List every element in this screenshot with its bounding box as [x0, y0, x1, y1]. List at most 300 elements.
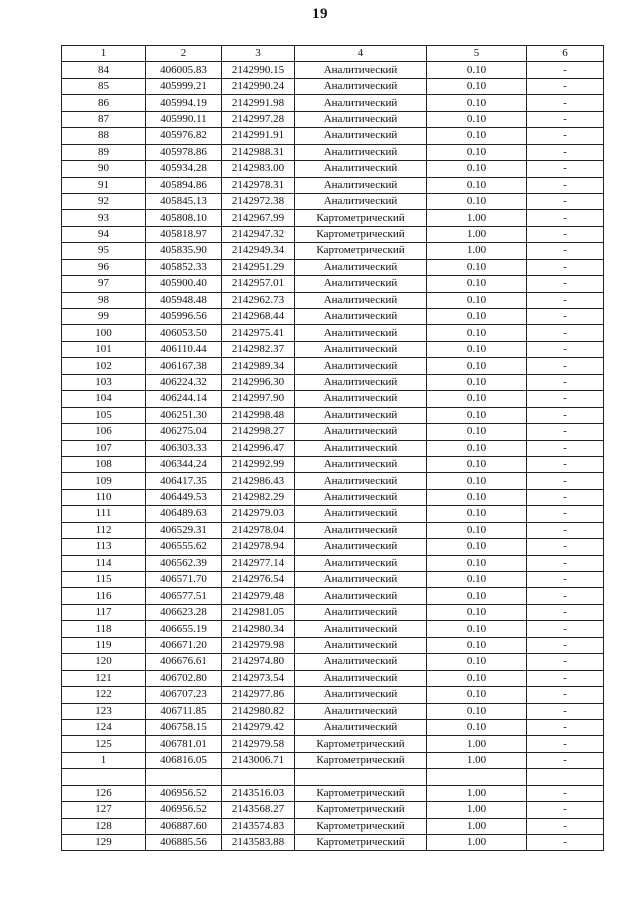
- cell-method: Аналитический: [295, 407, 427, 423]
- table-row: [62, 226, 604, 242]
- cell-x: 406711.85: [146, 703, 222, 719]
- cell-x: 406887.60: [146, 818, 222, 834]
- cell-method: Аналитический: [295, 259, 427, 275]
- cell-x: 406529.31: [146, 522, 222, 538]
- cell-y: 2142957.01: [222, 276, 295, 292]
- table-row: [62, 161, 604, 177]
- cell-y: 2142982.29: [222, 489, 295, 505]
- cell-point-number: 118: [62, 621, 146, 637]
- cell-accuracy: 0.10: [427, 292, 527, 308]
- cell-accuracy: [427, 769, 527, 785]
- cell-method: Аналитический: [295, 62, 427, 78]
- cell-accuracy: 0.10: [427, 440, 527, 456]
- cell-x: 406885.56: [146, 835, 222, 851]
- header-cell-accuracy: 5: [427, 46, 527, 62]
- cell-x: 406781.01: [146, 736, 222, 752]
- cell-method: Аналитический: [295, 604, 427, 620]
- table-row: [62, 769, 604, 785]
- cell-method: Картометрический: [295, 818, 427, 834]
- table-row: [62, 752, 604, 768]
- cell-description: -: [527, 407, 604, 423]
- cell-x: 406671.20: [146, 637, 222, 653]
- cell-point-number: 105: [62, 407, 146, 423]
- cell-point-number: 112: [62, 522, 146, 538]
- cell-description: -: [527, 193, 604, 209]
- cell-point-number: 124: [62, 719, 146, 735]
- cell-method: Аналитический: [295, 78, 427, 94]
- cell-accuracy: 0.10: [427, 687, 527, 703]
- cell-y: 2142980.34: [222, 621, 295, 637]
- cell-point-number: 119: [62, 637, 146, 653]
- table-row: [62, 604, 604, 620]
- cell-description: -: [527, 621, 604, 637]
- cell-method: Картометрический: [295, 785, 427, 801]
- table-row: [62, 506, 604, 522]
- cell-accuracy: 0.10: [427, 506, 527, 522]
- cell-point-number: [62, 769, 146, 785]
- cell-y: 2142947.32: [222, 226, 295, 242]
- cell-accuracy: 0.10: [427, 259, 527, 275]
- cell-description: -: [527, 128, 604, 144]
- cell-description: -: [527, 424, 604, 440]
- cell-method: Аналитический: [295, 391, 427, 407]
- cell-method: Аналитический: [295, 555, 427, 571]
- table-row: [62, 637, 604, 653]
- cell-accuracy: 1.00: [427, 210, 527, 226]
- cell-method: Аналитический: [295, 374, 427, 390]
- cell-method: Аналитический: [295, 161, 427, 177]
- cell-y: 2142980.82: [222, 703, 295, 719]
- table-row: [62, 243, 604, 259]
- header-row: [62, 46, 604, 62]
- table-row: [62, 539, 604, 555]
- table-row: [62, 670, 604, 686]
- cell-description: -: [527, 210, 604, 226]
- cell-point-number: 101: [62, 341, 146, 357]
- cell-y: 2142977.14: [222, 555, 295, 571]
- table-row: [62, 802, 604, 818]
- cell-x: 406489.63: [146, 506, 222, 522]
- cell-y: 2142978.94: [222, 539, 295, 555]
- cell-y: 2142967.99: [222, 210, 295, 226]
- cell-y: 2142986.43: [222, 473, 295, 489]
- cell-y: 2142997.28: [222, 111, 295, 127]
- cell-accuracy: 1.00: [427, 243, 527, 259]
- cell-y: 2142979.58: [222, 736, 295, 752]
- cell-description: -: [527, 95, 604, 111]
- cell-x: 405994.19: [146, 95, 222, 111]
- cell-point-number: 111: [62, 506, 146, 522]
- cell-y: 2142979.42: [222, 719, 295, 735]
- cell-x: 406244.14: [146, 391, 222, 407]
- cell-x: 406053.50: [146, 325, 222, 341]
- cell-description: -: [527, 539, 604, 555]
- cell-description: -: [527, 358, 604, 374]
- cell-description: -: [527, 654, 604, 670]
- cell-x: 406702.80: [146, 670, 222, 686]
- cell-x: 406275.04: [146, 424, 222, 440]
- cell-x: 406555.62: [146, 539, 222, 555]
- cell-description: -: [527, 637, 604, 653]
- cell-point-number: 86: [62, 95, 146, 111]
- cell-x: 406571.70: [146, 572, 222, 588]
- cell-method: Аналитический: [295, 539, 427, 555]
- cell-point-number: 98: [62, 292, 146, 308]
- cell-x: 406758.15: [146, 719, 222, 735]
- cell-method: Картометрический: [295, 835, 427, 851]
- cell-description: -: [527, 243, 604, 259]
- cell-description: -: [527, 736, 604, 752]
- cell-accuracy: 1.00: [427, 226, 527, 242]
- cell-description: -: [527, 818, 604, 834]
- table-row: [62, 341, 604, 357]
- cell-x: 406816.05: [146, 752, 222, 768]
- cell-y: 2142975.41: [222, 325, 295, 341]
- cell-method: Аналитический: [295, 177, 427, 193]
- cell-method: Аналитический: [295, 621, 427, 637]
- table-row: [62, 555, 604, 571]
- cell-accuracy: 0.10: [427, 95, 527, 111]
- cell-x: 406562.39: [146, 555, 222, 571]
- table-row: [62, 719, 604, 735]
- header-cell-method: 4: [295, 46, 427, 62]
- cell-point-number: 107: [62, 440, 146, 456]
- cell-x: 405818.97: [146, 226, 222, 242]
- cell-accuracy: 0.10: [427, 489, 527, 505]
- cell-y: 2142997.90: [222, 391, 295, 407]
- cell-accuracy: 0.10: [427, 604, 527, 620]
- table-row: [62, 391, 604, 407]
- cell-accuracy: 0.10: [427, 703, 527, 719]
- cell-method: Картометрический: [295, 243, 427, 259]
- cell-y: 2142988.31: [222, 144, 295, 160]
- cell-accuracy: 1.00: [427, 818, 527, 834]
- cell-x: 405835.90: [146, 243, 222, 259]
- cell-point-number: 120: [62, 654, 146, 670]
- cell-description: -: [527, 177, 604, 193]
- table-row: [62, 62, 604, 78]
- cell-x: 406655.19: [146, 621, 222, 637]
- cell-accuracy: 0.10: [427, 654, 527, 670]
- cell-y: [222, 769, 295, 785]
- cell-accuracy: 0.10: [427, 572, 527, 588]
- cell-description: -: [527, 752, 604, 768]
- cell-accuracy: 0.10: [427, 62, 527, 78]
- cell-x: 405976.82: [146, 128, 222, 144]
- table-row: [62, 128, 604, 144]
- table-row: [62, 259, 604, 275]
- cell-accuracy: 0.10: [427, 193, 527, 209]
- cell-method: Аналитический: [295, 358, 427, 374]
- cell-accuracy: 0.10: [427, 588, 527, 604]
- cell-x: 405808.10: [146, 210, 222, 226]
- cell-description: -: [527, 719, 604, 735]
- cell-y: 2142962.73: [222, 292, 295, 308]
- cell-y: 2142949.34: [222, 243, 295, 259]
- cell-method: Аналитический: [295, 309, 427, 325]
- cell-description: -: [527, 572, 604, 588]
- table-row: [62, 292, 604, 308]
- cell-accuracy: 0.10: [427, 325, 527, 341]
- cell-description: -: [527, 111, 604, 127]
- cell-x: 406417.35: [146, 473, 222, 489]
- cell-x: [146, 769, 222, 785]
- cell-y: 2142979.03: [222, 506, 295, 522]
- cell-y: 2142996.47: [222, 440, 295, 456]
- cell-x: 406303.33: [146, 440, 222, 456]
- cell-accuracy: 0.10: [427, 341, 527, 357]
- table-row: [62, 654, 604, 670]
- cell-point-number: 117: [62, 604, 146, 620]
- cell-y: 2142990.24: [222, 78, 295, 94]
- cell-y: 2143574.83: [222, 818, 295, 834]
- cell-description: -: [527, 785, 604, 801]
- cell-point-number: 103: [62, 374, 146, 390]
- cell-y: 2142998.27: [222, 424, 295, 440]
- cell-description: -: [527, 309, 604, 325]
- cell-y: 2142972.38: [222, 193, 295, 209]
- cell-x: 406577.51: [146, 588, 222, 604]
- cell-point-number: 97: [62, 276, 146, 292]
- cell-y: 2142982.37: [222, 341, 295, 357]
- cell-x: 406344.24: [146, 456, 222, 472]
- table-row: [62, 210, 604, 226]
- cell-x: 405900.40: [146, 276, 222, 292]
- cell-point-number: 126: [62, 785, 146, 801]
- table-row: [62, 489, 604, 505]
- cell-point-number: 90: [62, 161, 146, 177]
- table-row: [62, 309, 604, 325]
- cell-method: Аналитический: [295, 572, 427, 588]
- cell-description: -: [527, 440, 604, 456]
- cell-point-number: 104: [62, 391, 146, 407]
- cell-description: -: [527, 144, 604, 160]
- cell-description: -: [527, 341, 604, 357]
- cell-method: Картометрический: [295, 210, 427, 226]
- table-row: [62, 456, 604, 472]
- cell-y: 2142974.80: [222, 654, 295, 670]
- cell-y: 2142989.34: [222, 358, 295, 374]
- cell-y: 2142973.54: [222, 670, 295, 686]
- cell-method: Аналитический: [295, 325, 427, 341]
- cell-y: 2142991.91: [222, 128, 295, 144]
- cell-y: 2142990.15: [222, 62, 295, 78]
- cell-point-number: 94: [62, 226, 146, 242]
- cell-point-number: 100: [62, 325, 146, 341]
- cell-accuracy: 1.00: [427, 785, 527, 801]
- cell-description: -: [527, 161, 604, 177]
- cell-x: 406623.28: [146, 604, 222, 620]
- cell-method: Аналитический: [295, 588, 427, 604]
- cell-point-number: 109: [62, 473, 146, 489]
- cell-description: [527, 769, 604, 785]
- cell-x: 405852.33: [146, 259, 222, 275]
- cell-accuracy: 0.10: [427, 161, 527, 177]
- cell-description: -: [527, 325, 604, 341]
- cell-accuracy: 0.10: [427, 78, 527, 94]
- cell-description: -: [527, 391, 604, 407]
- cell-accuracy: 0.10: [427, 111, 527, 127]
- cell-description: -: [527, 835, 604, 851]
- cell-point-number: 129: [62, 835, 146, 851]
- cell-point-number: 92: [62, 193, 146, 209]
- cell-description: -: [527, 62, 604, 78]
- cell-x: 406956.52: [146, 802, 222, 818]
- table-header: [62, 46, 604, 62]
- cell-y: 2143568.27: [222, 802, 295, 818]
- table-row: [62, 703, 604, 719]
- table-row: [62, 687, 604, 703]
- cell-point-number: 87: [62, 111, 146, 127]
- table-row: [62, 835, 604, 851]
- coordinates-table: [61, 45, 604, 851]
- cell-method: Аналитический: [295, 473, 427, 489]
- cell-x: 406110.44: [146, 341, 222, 357]
- cell-point-number: 96: [62, 259, 146, 275]
- cell-y: 2142991.98: [222, 95, 295, 111]
- cell-method: Картометрический: [295, 752, 427, 768]
- table-body: [62, 62, 604, 851]
- cell-description: -: [527, 604, 604, 620]
- cell-description: -: [527, 78, 604, 94]
- cell-accuracy: 0.10: [427, 391, 527, 407]
- cell-point-number: 108: [62, 456, 146, 472]
- cell-method: Аналитический: [295, 292, 427, 308]
- cell-x: 405845.13: [146, 193, 222, 209]
- cell-point-number: 99: [62, 309, 146, 325]
- cell-method: Аналитический: [295, 522, 427, 538]
- cell-x: 405978.86: [146, 144, 222, 160]
- cell-accuracy: 1.00: [427, 835, 527, 851]
- table-row: [62, 588, 604, 604]
- cell-y: 2142992.99: [222, 456, 295, 472]
- cell-point-number: 95: [62, 243, 146, 259]
- cell-point-number: 84: [62, 62, 146, 78]
- cell-accuracy: 0.10: [427, 539, 527, 555]
- cell-description: -: [527, 473, 604, 489]
- cell-point-number: 127: [62, 802, 146, 818]
- cell-description: -: [527, 489, 604, 505]
- cell-y: 2142981.05: [222, 604, 295, 620]
- cell-method: Аналитический: [295, 144, 427, 160]
- table-row: [62, 358, 604, 374]
- cell-description: -: [527, 522, 604, 538]
- cell-method: Аналитический: [295, 440, 427, 456]
- cell-description: -: [527, 687, 604, 703]
- cell-description: -: [527, 276, 604, 292]
- cell-x: 406224.32: [146, 374, 222, 390]
- cell-point-number: 113: [62, 539, 146, 555]
- cell-method: Аналитический: [295, 111, 427, 127]
- cell-x: 405990.11: [146, 111, 222, 127]
- table-row: [62, 522, 604, 538]
- table-row: [62, 95, 604, 111]
- cell-x: 406676.61: [146, 654, 222, 670]
- cell-method: Аналитический: [295, 703, 427, 719]
- cell-description: -: [527, 703, 604, 719]
- cell-point-number: 122: [62, 687, 146, 703]
- cell-x: 405996.56: [146, 309, 222, 325]
- cell-description: -: [527, 802, 604, 818]
- cell-accuracy: 1.00: [427, 752, 527, 768]
- cell-y: 2143583.88: [222, 835, 295, 851]
- cell-accuracy: 0.10: [427, 719, 527, 735]
- cell-method: Аналитический: [295, 670, 427, 686]
- cell-accuracy: 0.10: [427, 144, 527, 160]
- cell-method: Аналитический: [295, 193, 427, 209]
- cell-x: 406251.30: [146, 407, 222, 423]
- cell-accuracy: 0.10: [427, 358, 527, 374]
- cell-accuracy: 0.10: [427, 177, 527, 193]
- cell-description: -: [527, 588, 604, 604]
- cell-point-number: 128: [62, 818, 146, 834]
- cell-y: 2143006.71: [222, 752, 295, 768]
- cell-description: -: [527, 292, 604, 308]
- cell-y: 2142998.48: [222, 407, 295, 423]
- cell-method: Аналитический: [295, 637, 427, 653]
- header-cell-y: 3: [222, 46, 295, 62]
- cell-point-number: 88: [62, 128, 146, 144]
- cell-method: Аналитический: [295, 654, 427, 670]
- cell-point-number: 89: [62, 144, 146, 160]
- cell-description: -: [527, 555, 604, 571]
- cell-method: Картометрический: [295, 802, 427, 818]
- cell-accuracy: 0.10: [427, 276, 527, 292]
- cell-accuracy: 0.10: [427, 555, 527, 571]
- cell-accuracy: 0.10: [427, 374, 527, 390]
- cell-y: 2142979.48: [222, 588, 295, 604]
- cell-method: Картометрический: [295, 736, 427, 752]
- cell-description: -: [527, 506, 604, 522]
- cell-point-number: 106: [62, 424, 146, 440]
- cell-method: Аналитический: [295, 128, 427, 144]
- cell-accuracy: 0.10: [427, 637, 527, 653]
- cell-y: 2142976.54: [222, 572, 295, 588]
- page-number: 19: [312, 6, 328, 22]
- cell-description: -: [527, 456, 604, 472]
- cell-point-number: 123: [62, 703, 146, 719]
- cell-point-number: 93: [62, 210, 146, 226]
- cell-accuracy: 0.10: [427, 522, 527, 538]
- cell-method: Картометрический: [295, 226, 427, 242]
- cell-y: 2142978.31: [222, 177, 295, 193]
- cell-description: -: [527, 259, 604, 275]
- table-row: [62, 818, 604, 834]
- table-row: [62, 473, 604, 489]
- cell-accuracy: 1.00: [427, 802, 527, 818]
- table-row: [62, 407, 604, 423]
- table-row: [62, 193, 604, 209]
- cell-point-number: 121: [62, 670, 146, 686]
- cell-method: Аналитический: [295, 719, 427, 735]
- cell-x: 406005.83: [146, 62, 222, 78]
- cell-description: -: [527, 374, 604, 390]
- cell-accuracy: 0.10: [427, 456, 527, 472]
- cell-y: 2142996.30: [222, 374, 295, 390]
- table-row: [62, 572, 604, 588]
- cell-x: 405999.21: [146, 78, 222, 94]
- table-row: [62, 374, 604, 390]
- cell-accuracy: 0.10: [427, 670, 527, 686]
- table-row: [62, 111, 604, 127]
- cell-accuracy: 0.10: [427, 621, 527, 637]
- header-cell-description: 6: [527, 46, 604, 62]
- cell-y: 2142979.98: [222, 637, 295, 653]
- cell-point-number: 102: [62, 358, 146, 374]
- cell-x: 406167.38: [146, 358, 222, 374]
- cell-description: -: [527, 670, 604, 686]
- table-row: [62, 325, 604, 341]
